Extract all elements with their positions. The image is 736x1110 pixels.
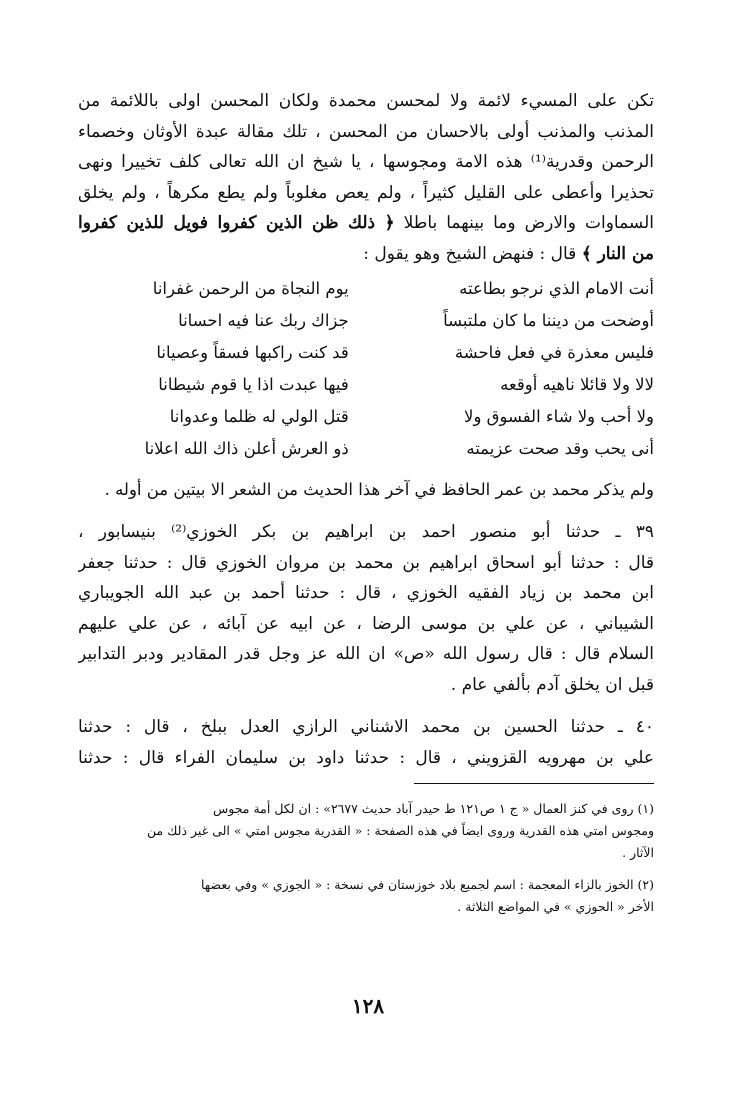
poem-verse (78, 401, 654, 433)
prose-line: تكن على المسيء لائمة ولا لمحسن محمدة ولكان المحسن اولى باللائمة من (78, 91, 654, 111)
poem-second-hemistich: فيها عبدت اذا يا قوم شيطانا (158, 375, 349, 394)
prose-line (78, 239, 654, 270)
poem-verse (78, 433, 654, 465)
footnote-line: (١) روى في كنز العمال « ج ١ ص١٢١ ط حيدر آباد حديث ٢٦٧٧» : ان لكل أمة مجوس (213, 801, 654, 816)
hadith-line: ٤٠ ـ حدثنا الحسين بن محمد الاشناني الرازي العدل ببلخ ، قال : حدثنا (78, 717, 654, 737)
hadith-line: ابن محمد بن زياد الفقيه الخوزي ، قال : حدثنا أحمد بن عبد الله الجويباري (78, 583, 654, 603)
prose-line: الرحمن وقدرية⁽¹⁾ هذه الامة ومجوسها ، يا شيخ ان الله تعالى كلف تخييرا ونهى (78, 152, 654, 172)
note-after-poem: ولم يذكر محمد بن عمر الحافظ في آخر هذا الحديث من الشعر الا بيتين من أوله . (104, 480, 654, 499)
quran-quote: ﴿ ذلك ظن الذين كفروا فويل للذين كفروا (78, 213, 395, 233)
poem-first-hemistich: لالا ولا قائلا ناهيه أوقعه (500, 375, 654, 394)
prose-segment: السماوات والارض وما بينهما باطلا (403, 213, 654, 233)
hadith-40 (78, 712, 654, 773)
hadith-line: السلام قال : قال رسول الله «ص» ان الله عز وجل قدر المقادير ودبر التدابير (78, 644, 654, 664)
footnote-line: (٢) الخوز بالزاء المعجمة : اسم لجميع بلاد خوزستان في نسخة : « الجوزي » وفي بعضها (200, 877, 654, 892)
page-number: ١٢٨ (351, 994, 385, 1018)
poem-first-hemistich: ولا أحب ولا شاء الفسوق ولا (464, 407, 654, 426)
prose-segment: قال : فنهض الشيخ وهو يقول : (363, 243, 582, 264)
footnote-line: الأخر « الحوزي » في المواضع الثلاثة . (457, 899, 654, 914)
footnote-separator (414, 783, 654, 784)
poem-first-hemistich: أنت الامام الذي نرجو بطاعته (459, 279, 654, 298)
footnote-line: ومجوس امتي هذه القدرية وروى ايضاً في هذه الصفحة : « القدرية مجوس امتي » الى غير ذلك من (146, 823, 654, 838)
poem-second-hemistich: ذو العرش أعلن ذاك الله اعلانا (144, 439, 349, 458)
hadith-line: قال : حدثنا أبو اسحاق ابراهيم بن محمد بن مروان الخوزي قال : حدثنا جعفر (78, 552, 654, 573)
poem (78, 273, 654, 465)
footnote-1 (78, 798, 654, 864)
footnote-2 (78, 874, 654, 918)
prose-line: المذنب والمذنب أولى بالاحسان من المحسن ، تلك مقالة عبدة الأوثان وخصماء (78, 121, 654, 142)
hadith-line: الشيباني ، عن علي بن موسى الرضا ، عن ابيه عن آبائه ، عن علي عليهم (78, 613, 654, 634)
poem-first-hemistich: أنى يحب وقد صحت عزيمته (466, 439, 654, 458)
main-prose (78, 86, 654, 269)
poem-first-hemistich: أوضحت من ديننا ما كان ملتبساً (443, 311, 654, 330)
poem-second-hemistich: قد كنت راكبها فسقاً وعصيانا (156, 343, 349, 362)
poem-second-hemistich: قتل الولي له ظلما وعدوانا (169, 407, 349, 426)
poem-verse (78, 337, 654, 369)
hadith-line: علي بن مهرويه القزويني ، قال : حدثنا داود بن سليمان الفراء قال : حدثنا (78, 747, 654, 768)
prose-line (78, 208, 654, 239)
quran-quote-end: من النار ﴾ (581, 243, 654, 264)
prose-line: تحذيرا وأعطى على القليل كثيراً ، ولم يعص مغلوباً ولم يطع مكرهاً ، ولم يخلق (78, 182, 654, 203)
poem-verse (78, 369, 654, 401)
poem-second-hemistich: جزاك ربك عنا فيه احسانا (178, 311, 349, 330)
poem-verse (78, 273, 654, 305)
footnote-line: الآثار . (622, 845, 654, 860)
hadith-line: قبل ان يخلق آدم بألفي عام . (450, 674, 654, 695)
poem-first-hemistich: فليس معذرة في فعل فاحشة (454, 343, 654, 362)
poem-verse (78, 305, 654, 337)
poem-second-hemistich: يوم النجاة من الرحمن غفرانا (152, 279, 349, 298)
hadith-39 (78, 517, 654, 700)
hadith-line: ٣٩ ـ حدثنا أبو منصور احمد بن ابراهيم بن بكر الخوزي⁽²⁾ بنيسابور ، (78, 522, 654, 542)
